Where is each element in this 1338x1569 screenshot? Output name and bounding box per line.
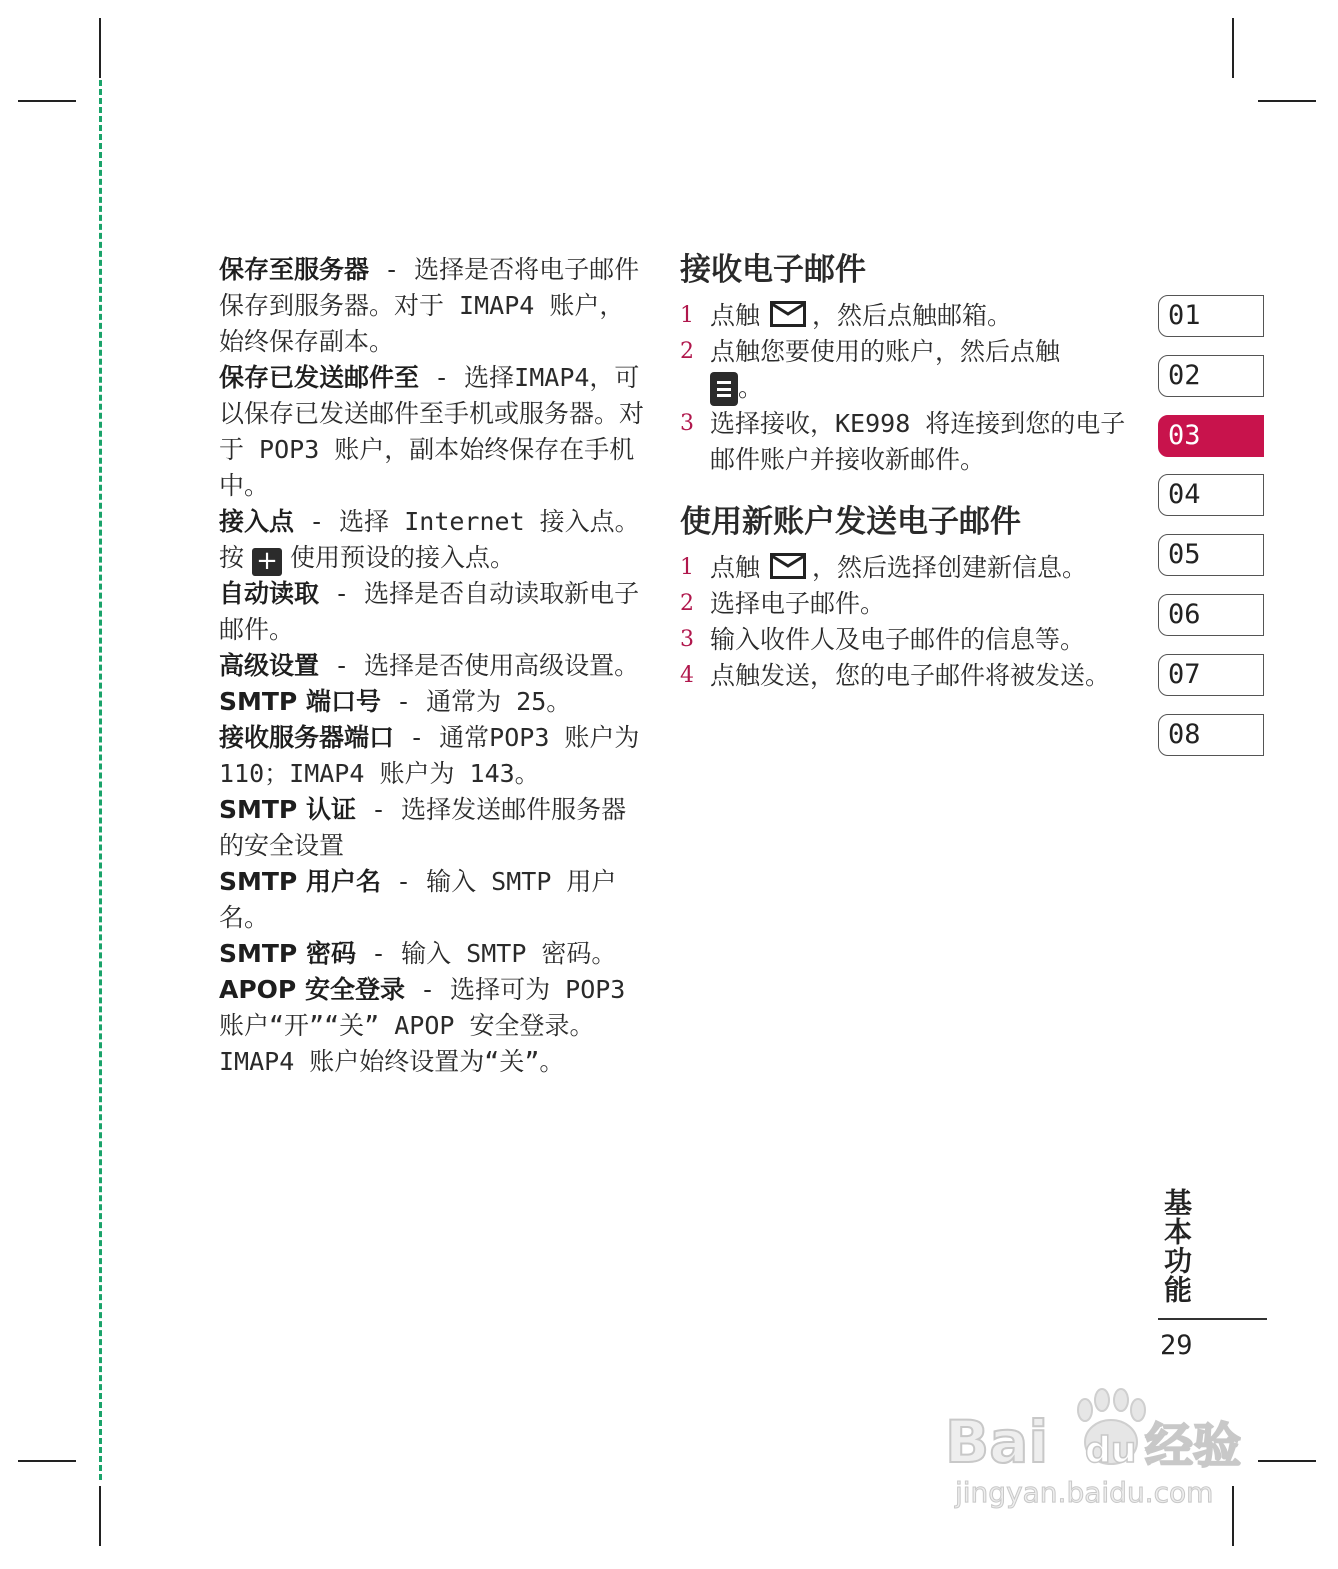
setting-desc: - 输入 SMTP 用户名。 bbox=[219, 867, 617, 932]
chapter-tab-01[interactable]: 01 bbox=[1158, 295, 1264, 337]
step-number: 3 bbox=[680, 411, 694, 436]
setting-entry bbox=[219, 504, 644, 576]
setting-entry bbox=[219, 864, 644, 936]
envelope-icon bbox=[770, 553, 806, 579]
settings-list bbox=[219, 252, 644, 1080]
step-number: 1 bbox=[680, 555, 694, 580]
chapter-tab-04[interactable]: 04 bbox=[1158, 474, 1264, 516]
step-text: ，然后选择创建新信息。 bbox=[812, 553, 1088, 582]
watermark-brand: Bai bbox=[945, 1408, 1049, 1476]
step-text: 点触 bbox=[710, 301, 761, 330]
setting-entry bbox=[219, 252, 644, 360]
section-title-receive: 接收电子邮件 bbox=[680, 252, 866, 288]
step-text: 输入收件人及电子邮件的信息等。 bbox=[710, 625, 1086, 654]
baidu-watermark-logo bbox=[945, 1370, 1265, 1510]
setting-term: SMTP 密码 bbox=[219, 939, 356, 968]
setting-entry bbox=[219, 972, 644, 1080]
setting-desc: - 选择 Internet 接入点。按 bbox=[219, 507, 640, 572]
step-text: 点触您要使用的账户，然后点触 bbox=[710, 337, 1061, 366]
setting-desc: - 选择是否将电子邮件保存到服务器。对于 IMAP4 账户，始终保存副本。 bbox=[219, 255, 640, 356]
setting-entry bbox=[219, 648, 644, 684]
setting-desc: - 选择是否使用高级设置。 bbox=[319, 651, 640, 680]
crop-mark bbox=[18, 100, 76, 102]
setting-desc: - 选择是否自动读取新电子邮件。 bbox=[219, 579, 640, 644]
crop-mark bbox=[99, 1486, 101, 1546]
setting-term: SMTP 认证 bbox=[219, 795, 356, 824]
crop-mark bbox=[1258, 100, 1316, 102]
setting-term: SMTP 用户名 bbox=[219, 867, 381, 896]
step-text: 点触发送，您的电子邮件将被发送。 bbox=[710, 661, 1111, 690]
step-item bbox=[680, 622, 1140, 658]
step-number: 3 bbox=[680, 627, 694, 652]
setting-term: 接收服务器端口 bbox=[219, 723, 395, 752]
setting-desc: - 选择发送邮件服务器的安全设置 bbox=[219, 795, 627, 860]
step-number: 2 bbox=[680, 591, 694, 616]
watermark-brand-cn: 经验 bbox=[1145, 1418, 1242, 1474]
step-number: 4 bbox=[680, 663, 694, 688]
section-title-send: 使用新账户发送电子邮件 bbox=[680, 504, 1021, 540]
watermark-brand-2: du bbox=[1085, 1430, 1137, 1471]
setting-desc: - 选择可为 POP3 账户“开”“关” APOP 安全登录。IMAP4 账户始终设置为“关”。 bbox=[219, 975, 626, 1076]
setting-term: 高级设置 bbox=[219, 651, 320, 680]
step-item bbox=[680, 298, 1140, 334]
chapter-tab-08[interactable]: 08 bbox=[1158, 714, 1264, 756]
step-item bbox=[680, 586, 1140, 622]
step-text: 选择接收，KE998 将连接到您的电子邮件账户并接收新邮件。 bbox=[710, 409, 1126, 474]
envelope-icon bbox=[770, 301, 806, 327]
setting-desc: - 通常为 25。 bbox=[380, 687, 572, 716]
step-number: 2 bbox=[680, 339, 694, 364]
setting-desc: - 通常POP3 账户为 110；IMAP4 账户为 143。 bbox=[219, 723, 640, 788]
step-item bbox=[680, 550, 1140, 586]
chapter-tabs bbox=[1158, 295, 1268, 773]
chapter-tab-07[interactable]: 07 bbox=[1158, 654, 1264, 696]
step-item bbox=[680, 406, 1140, 478]
binding-dash-line bbox=[99, 80, 102, 1480]
setting-desc: 使用预设的接入点。 bbox=[290, 543, 516, 572]
setting-term: 保存至服务器 bbox=[219, 255, 370, 284]
step-number: 1 bbox=[680, 303, 694, 328]
setting-term: SMTP 端口号 bbox=[219, 687, 381, 716]
setting-entry bbox=[219, 792, 644, 864]
setting-entry bbox=[219, 576, 644, 648]
crop-mark bbox=[1232, 18, 1234, 78]
receive-steps bbox=[680, 298, 1140, 478]
setting-term: APOP 安全登录 bbox=[219, 975, 405, 1004]
send-steps bbox=[680, 550, 1140, 694]
setting-desc: - 选择IMAP4，可以保存已发送邮件至手机或服务器。对于 POP3 账户，副本始终保存在手机中。 bbox=[219, 363, 645, 500]
setting-desc: - 输入 SMTP 密码。 bbox=[355, 939, 617, 968]
chapter-tab-06[interactable]: 06 bbox=[1158, 594, 1264, 636]
setting-term: 接入点 bbox=[219, 507, 295, 536]
setting-term: 自动读取 bbox=[219, 579, 320, 608]
setting-entry bbox=[219, 684, 644, 720]
instructions-column bbox=[680, 248, 1140, 694]
chapter-tab-05[interactable]: 05 bbox=[1158, 534, 1264, 576]
chapter-tab-03[interactable]: 03 bbox=[1158, 415, 1264, 457]
chapter-title: 基本功能 bbox=[1160, 1188, 1193, 1304]
step-text: 选择电子邮件。 bbox=[710, 589, 886, 618]
crop-mark bbox=[1258, 1460, 1316, 1462]
step-text: ，然后点触邮箱。 bbox=[812, 301, 1013, 330]
setting-entry bbox=[219, 360, 644, 504]
setting-entry bbox=[219, 720, 644, 792]
step-item bbox=[680, 334, 1140, 406]
step-item bbox=[680, 658, 1140, 694]
watermark-url: jingyan.baidu.com bbox=[955, 1476, 1214, 1509]
step-text: 。 bbox=[738, 373, 764, 402]
step-text: 点触 bbox=[710, 553, 761, 582]
setting-term: 保存已发送邮件至 bbox=[219, 363, 420, 392]
crop-mark bbox=[18, 1460, 76, 1462]
crop-mark bbox=[99, 18, 101, 78]
chapter-tab-02[interactable]: 02 bbox=[1158, 355, 1264, 397]
menu-icon bbox=[710, 372, 738, 406]
setting-entry bbox=[219, 936, 644, 972]
page-number: 29 bbox=[1160, 1330, 1193, 1361]
plus-key-icon: + bbox=[252, 548, 282, 576]
divider bbox=[1158, 1318, 1267, 1320]
